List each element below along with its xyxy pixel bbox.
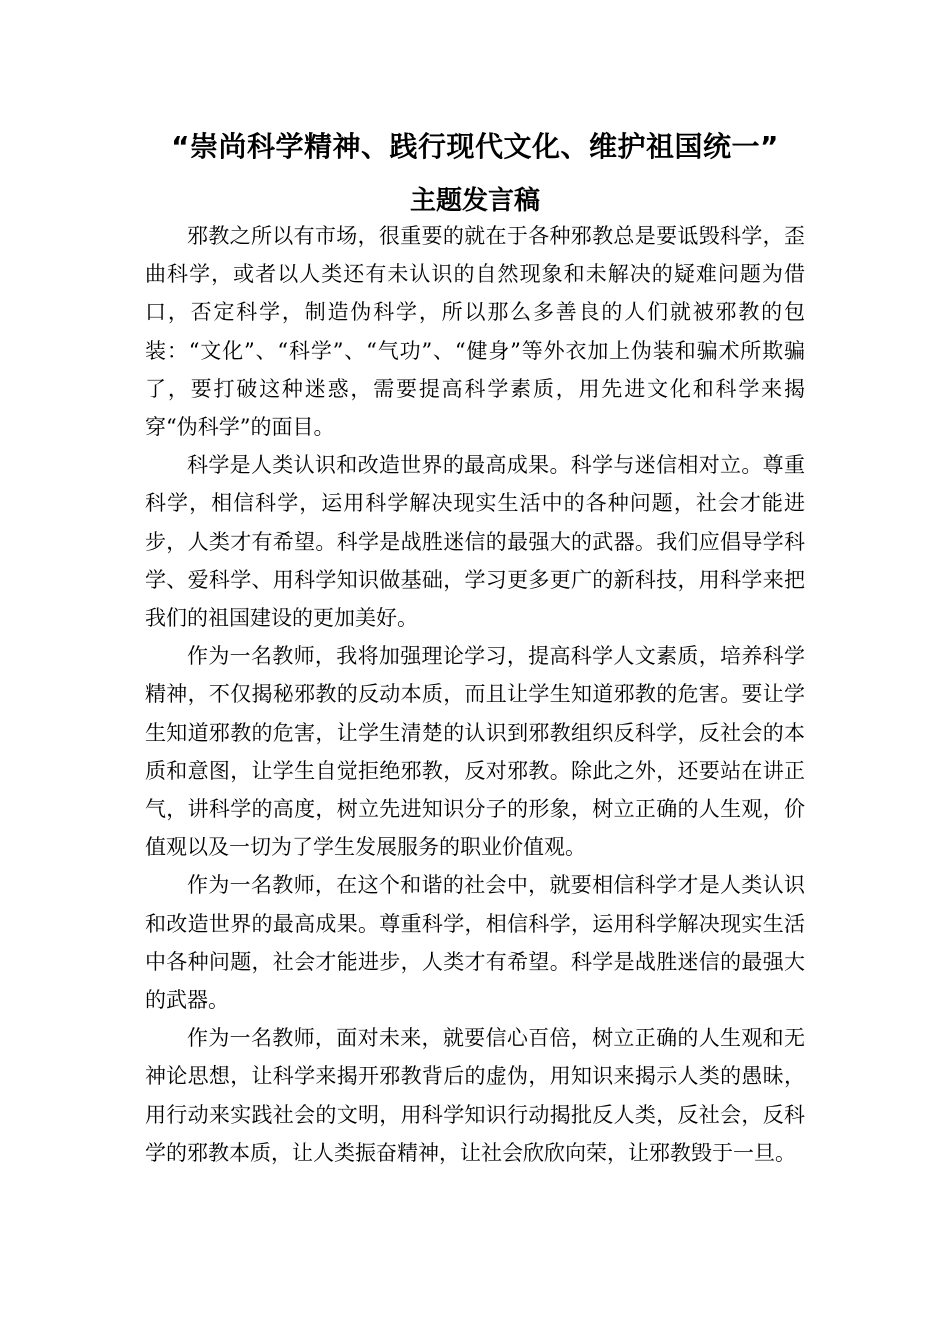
title-line-2: 主题发言稿 — [409, 186, 540, 216]
title-line-1: “崇尚科学精神、践行现代文化、维护祖国统一” — [171, 130, 779, 163]
document-body — [145, 217, 805, 1172]
document-title — [100, 127, 850, 219]
paragraph-2: 科学是人类认识和改造世界的最高成果。科学与迷信相对立。尊重科学，相信科学，运用科学解决现实生活中的各种问题，社会才能进步，人类才有希望。科学是战胜迷信的最强大的武器。我们应倡导学科学、爱科学、用科学知识做基础，学习更多更广的新科技，用科学来把我们的祖国建设的更加美好。 — [145, 453, 805, 631]
paragraph-3: 作为一名教师，我将加强理论学习，提高科学人文素质，培养科学精神，不仅揭秘邪教的反动本质，而且让学生知道邪教的危害。要让学生知道邪教的危害，让学生清楚的认识到邪教组织反科学，反社会的本质和意图，让学生自觉拒绝邪教，反对邪教。除此之外，还要站在讲正气，讲科学的高度，树立先进知识分子的形象，树立正确的人生观，价值观以及一切为了学生发展服务的职业价值观。 — [145, 644, 805, 860]
paragraph-1: 邪教之所以有市场，很重要的就在于各种邪教总是要诋毁科学，歪曲科学，或者以人类还有未认识的自然现象和未解决的疑难问题为借口，否定科学，制造伪科学，所以那么多善良的人们就被邪教的包装：“文化”、“科学”、“气功”、“健身”等外衣加上伪装和骗术所欺骗了，要打破这种迷惑，需要提高科学素质，用先进文化和科学来揭穿“伪科学”的面目。 — [145, 224, 805, 440]
paragraph-4: 作为一名教师，在这个和谐的社会中，就要相信科学才是人类认识和改造世界的最高成果。尊重科学，相信科学，运用科学解决现实生活中各种问题，社会才能进步，人类才有希望。科学是战胜迷信的最强大的武器。 — [145, 873, 805, 1013]
paragraph-5: 作为一名教师，面对未来，就要信心百倍，树立正确的人生观和无神论思想，让科学来揭开邪教背后的虚伪，用知识来揭示人类的愚昧，用行动来实践社会的文明，用科学知识行动揭批反人类，反社会，反科学的邪教本质，让人类振奋精神，让社会欣欣向荣，让邪教毁于一旦。 — [145, 1026, 805, 1165]
